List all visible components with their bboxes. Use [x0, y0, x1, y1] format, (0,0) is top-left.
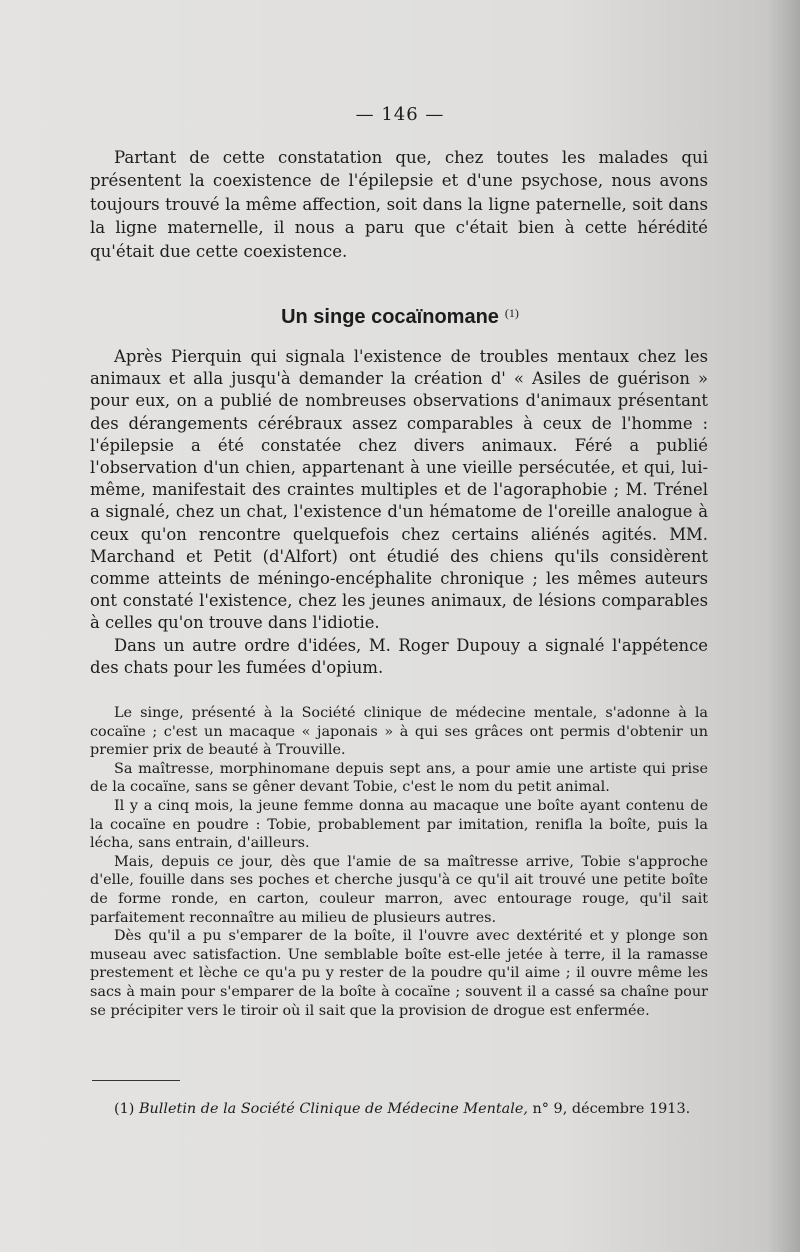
main-paragraph: Après Pierquin qui signala l'existence de troubles mentaux chez les animaux et alla jusqu'à demander la création d' « Asiles de guérison » pour eux, on a publié de nombreuses observations d'animaux présentant des dérangements cérébraux assez comparables à ceux de l'homme : l'épilepsie a été constatée chez divers animaux. Féré a publié l'observation d'un chien, appartenant à une vieille persécutée, et qui, lui-même, manifestait des craintes multiples et de l'agoraphobie ; M. Trénel a signalé, chez un chat, l'existence d'un hématome de l'oreille analogue à ceux qu'on rencontre quelquefois chez certains aliénés agités. MM. Marchand et Petit (d'Alfort) ont étudié des chiens qu'ils considèrent comme atteints de méningo-encéphalite chronique ; les mêmes auteurs ont constaté l'existence, chez les jeunes animaux, de lésions comparables à celles qu'on trouve dans l'idiotie.	[90, 347, 708, 633]
section-heading	[0, 306, 800, 329]
quote-paragraph: Le singe, présenté à la Société clinique de médecine mentale, s'adonne à la cocaïne ; c'est un macaque « japonais » à qui ses grâces ont permis d'obtenir un premier prix de beauté à Trouville.	[90, 705, 708, 759]
quote-paragraph: Sa maîtresse, morphinomane depuis sept ans, a pour amie une artiste qui prise de la cocaïne, sans se gêner devant Tobie, c'est le nom du petit animal.	[90, 760, 708, 796]
page-number: — 146 —	[355, 104, 445, 125]
main-paragraph: Dans un autre ordre d'idées, M. Roger Dupouy a signalé l'appétence des chats pour les fumées d'opium.	[90, 635, 708, 677]
footnote-reference: Bulletin de la Société Clinique de Médecine Mentale,	[138, 1101, 528, 1117]
footnote	[90, 1100, 708, 1118]
intro-paragraph: Partant de cette constatation que, chez toutes les malades qui présentent la coexistence de l'épilepsie et d'une psychose, nous avons toujours trouvé la même affection, soit dans la ligne paternelle, soit dans la ligne maternelle, il nous a paru que c'était bien à cette hérédité qu'était due cette coexistence.	[90, 148, 708, 261]
quote-paragraph: Il y a cinq mois, la jeune femme donna au macaque une boîte ayant contenu de la cocaïne en poudre : Tobie, probablement par imitation, renifla la boîte, puis la lécha, sans entrain, d'ailleurs.	[90, 797, 708, 852]
footnote-details: n° 9, décembre 1913.	[532, 1101, 691, 1117]
footnote-divider	[92, 1080, 180, 1081]
quote-paragraph: Dès qu'il a pu s'emparer de la boîte, il l'ouvre avec dextérité et y plonge son museau avec satisfaction. Une semblable boîte est-elle jetée à terre, il la ramasse prestement et lèche ce qu'a pu y rester de la poudre qu'il aime ; il ouvre même les sacs à main pour s'emparer de la boîte à cocaïne ; souvent il a cassé sa chaîne pour se précipiter vers le tiroir où il sait que la provision de drogue est enfermée.	[90, 928, 708, 1019]
intro-paragraph-block	[90, 146, 708, 263]
quoted-excerpt	[90, 704, 708, 1020]
footnote-marker: (1)	[504, 306, 519, 320]
main-text-block	[90, 346, 708, 679]
section-title: Un singe cocaïnomane	[281, 306, 499, 328]
quote-paragraph: Mais, depuis ce jour, dès que l'amie de sa maîtresse arrive, Tobie s'approche d'elle, fouille dans ses poches et cherche jusqu'à ce qu'il ait trouvé une petite boîte de forme ronde, en carton, couleur marron, avec entourage rouge, qu'il sait parfaitement reconnaître au milieu de plusieurs autres.	[90, 853, 708, 926]
footnote-number: (1)	[114, 1101, 135, 1117]
